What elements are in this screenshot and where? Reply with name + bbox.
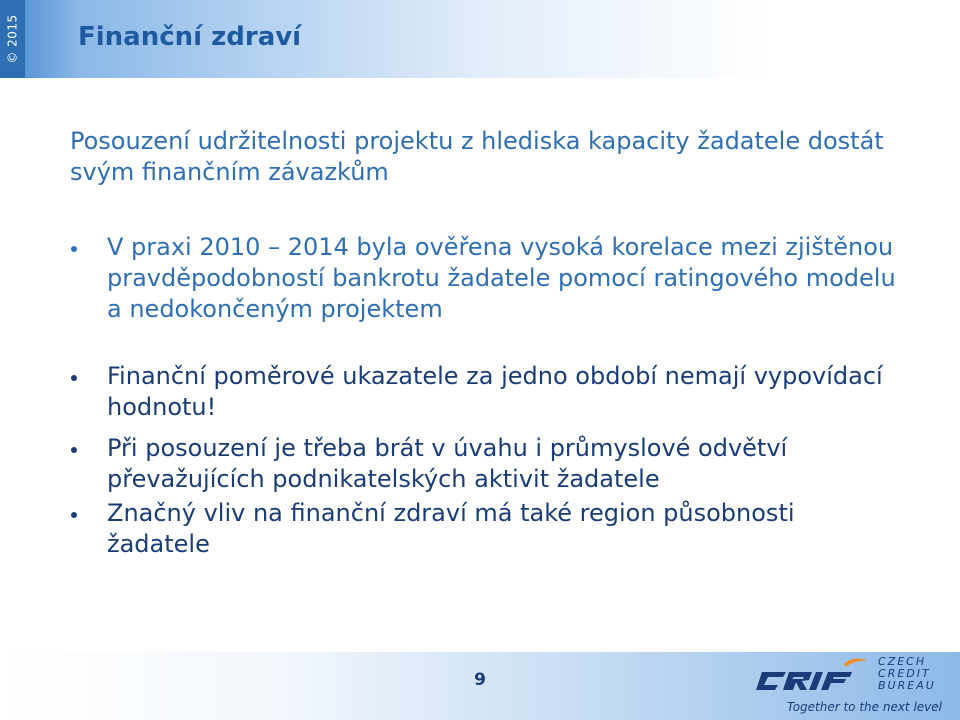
copyright-strip (0, 0, 25, 78)
logo-line-czech: CZECH (878, 655, 927, 668)
bullet-text: Značný vliv na finanční zdraví má také region působnosti žadatele (107, 499, 795, 558)
bullet-dot-icon (71, 246, 77, 252)
bullet-dot-icon (71, 512, 77, 518)
bullet-item (66, 433, 896, 495)
bullet-text: Při posouzení je třeba brát v úvahu i průmyslové odvětví převažujících podnikatelských aktivit žadatele (107, 434, 788, 493)
logo-text (878, 656, 936, 692)
logo-tagline: Together to the next level (786, 700, 942, 714)
bullet-item (66, 498, 896, 560)
intro-text: Posouzení udržitelnosti projektu z hlediska kapacity žadatele dostát svým finančním závazkům (70, 127, 884, 186)
title-band (25, 0, 960, 78)
bullet-text: Finanční poměrové ukazatele za jedno období nemají vypovídací hodnotu! (107, 362, 883, 421)
logo-line-bureau: BUREAU (878, 679, 936, 692)
bullet-dot-icon (71, 447, 77, 453)
page-number: 9 (474, 670, 486, 690)
logo-line-credit: CREDIT (878, 667, 931, 680)
crif-logo (756, 654, 946, 716)
bullet-dot-icon (71, 375, 77, 381)
bullet-text: V praxi 2010 – 2014 byla ověřena vysoká korelace mezi zjištěnou pravděpodobností bankrotu žadatele pomocí ratingového modelu a nedokončeným projektem (107, 233, 896, 323)
slide-title: Finanční zdraví (78, 22, 302, 52)
copyright-text: © 2015 (5, 14, 20, 64)
bullet-item (66, 361, 896, 423)
crif-logo-icon (756, 658, 876, 698)
bullet-item (66, 232, 896, 325)
bullet-list (66, 232, 896, 560)
